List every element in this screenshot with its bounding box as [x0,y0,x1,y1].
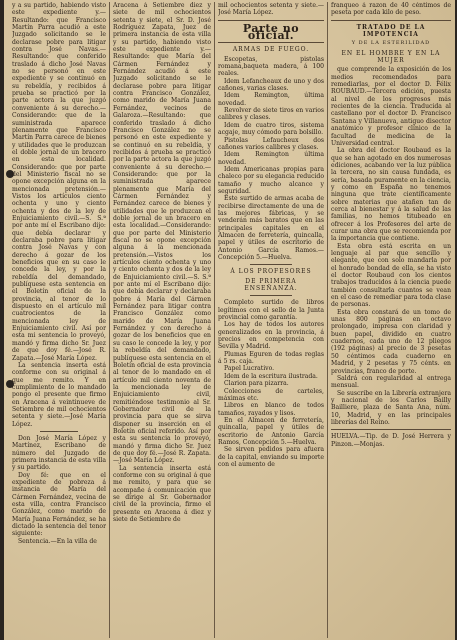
paragraph: Pistolas Lefaucheux dos cañones varios calibres y clases. [218,136,324,151]
paragraph: que comprende la exposición de los medios recomendados para remediarlas, por el doctor D. Félix ROUBAUD.—Tercera edición, puesta al nivel de los progresos más recientes de la ciencia. Traducida al castellano por el doctor D. Francisco Santana y Villanueva, antiguo disector anatómico y profesor clínico de la facultad de medicina de la Universidad central. [331,66,451,147]
advert-subtitle: EN EL HOMBRE Y EN LA MUJER [341,49,441,65]
paragraph: franqueo á razon de 40 céntimos de peseta por cada kilo de peso. [331,2,451,17]
advert-subtitle: Y DE LA ESTERILIDAD [351,40,431,47]
column-rule [327,2,328,638]
paragraph: La obra del doctor Roubaud es la que se han agotado en dos numerosas ediciones, acabando ver la luz pública la tercera, no sin causa fundada, es sería, basada puramente en la ciencia, y como en España no tenemos ninguna que trate científicamente sobre materias que atañen tan de cerca al bienestar y á la salud de las familias, no hemos titubeado en ofrecer á los Profesores del arte de curar una obra que se recomienda por la importancia que contiene. [331,147,451,243]
column-rule [109,2,110,638]
paragraph: La sentencia inserta está conforme con su original á que me remito. Y en cumplimiento de lo mandado pongo el presente que firmo en Aracena á veintinueve de Setiembre de mil ochocientos setenta y siete.—José María López. [12,361,106,428]
paragraph: Esta obra constará de un tomo de unas 800 páginas en octavo prolongado, impresa con claridad y buen papel, dividido en cuatro cuadernos, cada uno de 12 pliegos (192 páginas) al precio de 3 pesetas 50 céntimos cada cuaderno en Madrid, y 2 pesetas y 75 cénts. en provincias, franco de porte. [331,308,451,375]
paragraph: Idem Lefancheaux de uno y dos cañones, varias clases. [218,77,324,93]
subsection-heading: DE PRIMERA ENSEÑANZA. [244,277,298,293]
section-heading: Parte no oficial. [242,21,300,43]
divider [250,264,292,265]
paragraph: Papel Lucrativo. [224,365,275,373]
paragraph: mil ochocientos setenta y siete.—José María López. [218,2,324,17]
paragraph: Clarion para pizarra. [224,380,289,388]
divider [331,429,451,430]
paragraph: Saldrá con regularidad al entrega mensual. [331,374,451,390]
divider [218,42,324,43]
paragraph: Plumas Eguren de todas reglas á 5 rs. caja. [218,350,324,366]
divider [218,20,324,21]
paragraph: Idem de cuatro tiros, sistema acgaje, muy cómodo para bolsillo. [218,121,324,137]
paragraph: Revolver de siete tiros en varios calibres y clases. [218,107,324,122]
paragraph: Libros en blanco de todos tamaños, rayados y lisos. [218,402,324,417]
divider [250,295,292,296]
divider [40,431,78,432]
divider [331,20,451,21]
paragraph: Colecciones de carteles, máximas etc. [218,387,324,402]
paragraph: Idem Americanas propias para chaleco por su elegancia reducido tamaño y mucho alcance y seguridad. [218,165,324,195]
paragraph: Esta obra está escrita en un lenguaje al par que sencillo y elegante, que con solo mandarla por el honrado bondad de ella, se ha visto el doctor Roubaud con los cientos trabajos traducidos á la ciencia puede también consultarla cuantos se vean en el caso de remediar para toda clase de personas. [331,242,451,309]
subsection-heading: ARMAS DE FUEGO. [232,46,310,54]
paragraph: Aracena á Setiembre diez y siete de mil ochocientos setenta y siete, el Sr. D. José Rodríguez Zapata, Juez de primera instancia de esta villa y su partido, habiendo visto este expediente y.—Resultando: que María del Cármen Fernández y Fernández acudió á este Juzgado solicitando se le declarase pobre para litigar contra Francisco González, como marido de María Juana Fernández, vecinos de Galaroza.—Resultando: que conferido traslado á dicho Francisco González no se personó en este expediente y se continuó en su rebeldía, y recibidos á prueba se practicó por la parte actora la que juzgó conveniente á su derecho.—Considerando: que por la suministrada aparece plenamente que María del Cármen Fernández y Fernández carece de bienes y utilidades que le produzcan el doble jornal de un bracero en esta localidad.—Considerando: que por parte del Ministerio fiscal no se opone excepción alguna á la mencionada pretensión.—Vistos los artículos ciento ochenta y uno y ciento ochenta y dos de la ley de Enjuiciamiento civil.—S. S.ª por ante mí el Escribano dijo: que debía declarar y declaraba pobre á María del Cármen Fernández para litigar contra Francisco González como marido de María Juana Fernández y con derecho á gozar de los beneficios que en su caso le concede la ley, y por la rebeldía del demandado, publíquese esta sentencia en el Boletín oficial de esta provincia al tenor de lo mandado en el artículo mil ciento noventa de la mencionada ley de Enjuiciamiento civil, remitiéndose testimonio al Sr. Gobernador civil de la provincia para que se sirva disponer su inserción en el Boletín oficial referido. Así por esta su sentencia lo proveyó, mandó y firma dicho Sr. Juez de que doy fé.—José R. Zapata.—José María López. [113,2,211,465]
paragraph: Se suscribe en la Librería extranjera y nacional de los Carlos Bailly Bailliere, plaza de Santa Ana, núm. 10, Madrid, y en las principales librerías del Reino. [331,389,451,426]
printer-footer: HUELVA.—Tip. de D. José Herrera y Pinzon.—Monjas. [331,433,451,448]
paragraph: y a su partido, habiendo visto este expediente y.—Resultando: que Francisco Martín Parra acudió a este Juzgado solicitando se le declarase pobre para litigar contra José Navas.—Resultando: que conferido traslado á dicho José Navas no se personó en este expediente y se continuó en su rebeldía, y recibidos á prueba se practicó por la parte actora la que juzgó conveniente á su derecho.—Considerando: que de la suministrada aparece plenamente que Francisco Martín Parra carece de bienes y utilidades que le produzcan el doble jornal de un bracero en esta localidad. Considerando: que por parte del Ministerio fiscal no se opone excepción alguna en la mencionada pretensión.—Vistos los artículos ciento ochenta y uno y ciento ochenta y dos de la ley de Enjuiciamiento civil.—S. S.ª por ante mí el Escribano dijo: que debía declarar y declaraba pobre para litigar contra José Navas y con derecho á gozar de los beneficios que en su caso le concede la ley, y por la rebeldía del demandado, publíquese esta sentencia en el Boletín oficial de la provincia, al tenor de lo dispuesto en el artículo mil cuatrocientos de la mencionada ley de Enjuiciamiento civil. Así por esta mi sentencia lo proveyó, mandó y firma dicho Sr. Juez de que doy fé.—José R. Zapata.—José María López. [12,2,106,362]
paragraph: Escopetas, pistolas romana,baqueta madera, á 100 reales. [218,55,324,78]
subsection-heading: Á LOS PROFESORES [230,268,312,276]
paragraph: Se sirven pedidos para afuera de la capital, enviando su importe con el aumento de [218,446,324,468]
paragraph: Idem Remington, última novedad. [218,92,324,107]
paragraph: Este surtido de armas acaba de recibirse directamente de una de las mejores fábricas, y se venderán más baratos que en las principales capitales en el Almacen de ferretería, quincalla, papel y útiles de escritorio de Antonio García Ramos.—Concepción 5.—Huelva. [218,195,324,261]
paragraph: En el Almacen de ferretería, quincalla, papel y útiles de escritorio de Antonio García Ramos, Concepción 5.—Huelva. [218,416,324,446]
paragraph: Doy fé: que en el expediente de pobreza á instancia de María del Cármen Fernández, vecina de esta villa, contra Francisco González, como marido de María Juana Fernández, se ha dictado la sentencia del tenor siguiente: [12,471,106,538]
paragraph: Sentencia.—En la villa de [18,537,97,545]
column-2 [113,2,211,638]
paragraph: Completo surtido de libros legítimos con el sello de la Junta provincial como garantía. [218,299,324,322]
paragraph: Los hay de todos los autores generalizados en la provincia, á precios en competencia con Sevilla y Madrid. [218,321,324,351]
column-4 [331,2,451,638]
column-rule [214,2,215,638]
paragraph: Idem de la escritura ilustrada. [224,372,318,380]
column-3 [218,2,324,638]
newspaper-page [4,0,455,640]
paragraph: Don José María López y Martínez, Escribano de número del Juzgado de primera instancia de esta villa y su partido. [12,434,106,472]
advert-title: TRATADO DE LA IMPOTENCIA [356,23,426,39]
paragraph: La sentencia inserta está conforme con su original á que me remito, y para que se acompañe á comunicación que se dirige al Sr. Gobernador civil de la provincia, firmo el presente en Aracena á diez y siete de Setiembre de [113,464,211,524]
paragraph: Idem Remington última novedad. [218,151,324,166]
column-1 [12,2,106,638]
